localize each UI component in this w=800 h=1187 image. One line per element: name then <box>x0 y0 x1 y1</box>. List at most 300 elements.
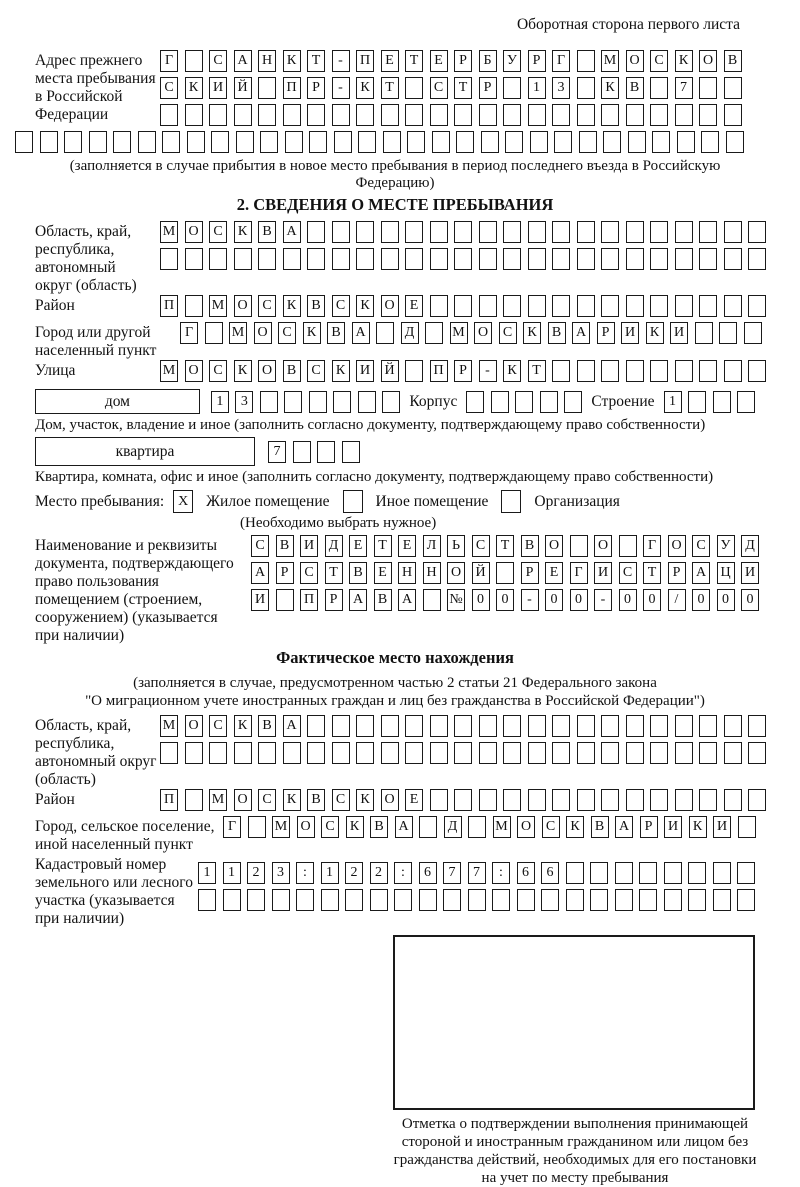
char-box[interactable]: - <box>332 77 350 99</box>
char-box[interactable] <box>454 715 472 737</box>
char-box[interactable] <box>699 789 717 811</box>
char-box[interactable] <box>601 715 619 737</box>
char-box[interactable] <box>503 221 521 243</box>
char-box[interactable]: 1 <box>211 391 229 413</box>
char-box[interactable] <box>530 131 548 153</box>
char-box[interactable]: О <box>381 789 399 811</box>
char-box[interactable] <box>394 889 412 911</box>
char-box[interactable] <box>430 789 448 811</box>
char-box[interactable]: П <box>300 589 318 611</box>
char-box[interactable]: 3 <box>552 77 570 99</box>
char-box[interactable]: О <box>474 322 492 344</box>
char-box[interactable] <box>285 131 303 153</box>
char-box[interactable] <box>626 104 644 126</box>
char-box[interactable] <box>737 889 755 911</box>
char-box[interactable]: С <box>332 295 350 317</box>
char-box[interactable] <box>209 248 227 270</box>
char-box[interactable]: Т <box>325 562 343 584</box>
char-box[interactable]: Г <box>643 535 661 557</box>
char-box[interactable] <box>419 816 437 838</box>
char-box[interactable] <box>479 248 497 270</box>
char-box[interactable] <box>258 248 276 270</box>
char-box[interactable] <box>456 131 474 153</box>
char-box[interactable] <box>503 742 521 764</box>
char-box[interactable]: 1 <box>528 77 546 99</box>
char-box[interactable]: Б <box>479 50 497 72</box>
char-box[interactable] <box>283 248 301 270</box>
char-box[interactable] <box>358 391 376 413</box>
char-box[interactable] <box>454 104 472 126</box>
char-box[interactable]: И <box>713 816 731 838</box>
char-box[interactable]: Г <box>223 816 241 838</box>
char-box[interactable] <box>454 789 472 811</box>
stay-type-checkbox-organization[interactable] <box>501 490 521 513</box>
char-box[interactable] <box>430 104 448 126</box>
char-box[interactable] <box>724 104 742 126</box>
char-box[interactable]: 0 <box>692 589 710 611</box>
char-box[interactable]: К <box>503 360 521 382</box>
char-box[interactable] <box>675 715 693 737</box>
char-box[interactable] <box>260 391 278 413</box>
char-box[interactable] <box>113 131 131 153</box>
char-box[interactable] <box>528 742 546 764</box>
char-box[interactable]: Е <box>405 295 423 317</box>
char-box[interactable]: И <box>594 562 612 584</box>
char-box[interactable]: О <box>234 295 252 317</box>
char-box[interactable]: С <box>307 360 325 382</box>
char-box[interactable]: И <box>251 589 269 611</box>
char-box[interactable]: М <box>160 221 178 243</box>
char-box[interactable] <box>468 816 486 838</box>
char-box[interactable] <box>528 221 546 243</box>
char-box[interactable]: О <box>668 535 686 557</box>
char-box[interactable] <box>332 715 350 737</box>
char-box[interactable]: Е <box>349 535 367 557</box>
char-box[interactable] <box>209 742 227 764</box>
char-box[interactable]: А <box>251 562 269 584</box>
char-box[interactable]: М <box>601 50 619 72</box>
char-box[interactable] <box>675 360 693 382</box>
char-box[interactable] <box>496 562 514 584</box>
char-box[interactable]: К <box>283 295 301 317</box>
char-box[interactable]: О <box>234 789 252 811</box>
char-box[interactable]: А <box>349 589 367 611</box>
char-box[interactable] <box>552 221 570 243</box>
char-box[interactable]: К <box>356 77 374 99</box>
stay-type-checkbox-other[interactable] <box>343 490 363 513</box>
char-box[interactable] <box>552 360 570 382</box>
char-box[interactable]: Г <box>552 50 570 72</box>
char-box[interactable] <box>601 221 619 243</box>
char-box[interactable] <box>185 104 203 126</box>
char-box[interactable]: Т <box>405 50 423 72</box>
char-box[interactable]: Т <box>454 77 472 99</box>
char-box[interactable] <box>528 104 546 126</box>
char-box[interactable]: : <box>394 862 412 884</box>
char-box[interactable]: М <box>229 322 247 344</box>
char-box[interactable]: Г <box>160 50 178 72</box>
char-box[interactable]: В <box>724 50 742 72</box>
char-box[interactable]: 3 <box>272 862 290 884</box>
char-box[interactable] <box>528 295 546 317</box>
char-box[interactable] <box>334 131 352 153</box>
char-box[interactable] <box>577 221 595 243</box>
char-box[interactable]: С <box>209 360 227 382</box>
char-box[interactable] <box>283 742 301 764</box>
char-box[interactable]: Р <box>668 562 686 584</box>
char-box[interactable]: № <box>447 589 465 611</box>
char-box[interactable]: / <box>668 589 686 611</box>
char-box[interactable]: С <box>499 322 517 344</box>
char-box[interactable] <box>503 248 521 270</box>
char-box[interactable] <box>370 889 388 911</box>
char-box[interactable] <box>454 248 472 270</box>
char-box[interactable]: В <box>626 77 644 99</box>
char-box[interactable]: Н <box>258 50 276 72</box>
char-box[interactable] <box>479 104 497 126</box>
char-box[interactable] <box>719 322 737 344</box>
char-box[interactable] <box>272 889 290 911</box>
char-box[interactable]: 2 <box>345 862 363 884</box>
char-box[interactable]: А <box>692 562 710 584</box>
char-box[interactable]: Й <box>234 77 252 99</box>
char-box[interactable]: С <box>251 535 269 557</box>
char-box[interactable] <box>356 104 374 126</box>
char-box[interactable] <box>724 789 742 811</box>
char-box[interactable]: 7 <box>675 77 693 99</box>
char-box[interactable] <box>405 221 423 243</box>
char-box[interactable] <box>577 104 595 126</box>
char-box[interactable]: С <box>258 789 276 811</box>
char-box[interactable]: А <box>234 50 252 72</box>
char-box[interactable] <box>590 889 608 911</box>
char-box[interactable]: 1 <box>321 862 339 884</box>
char-box[interactable] <box>405 360 423 382</box>
char-box[interactable] <box>258 77 276 99</box>
char-box[interactable] <box>650 742 668 764</box>
char-box[interactable] <box>234 248 252 270</box>
char-box[interactable] <box>601 742 619 764</box>
char-box[interactable] <box>479 789 497 811</box>
char-box[interactable]: К <box>675 50 693 72</box>
char-box[interactable]: К <box>303 322 321 344</box>
char-box[interactable] <box>699 295 717 317</box>
char-box[interactable]: Е <box>405 789 423 811</box>
char-box[interactable] <box>234 742 252 764</box>
char-box[interactable]: Р <box>479 77 497 99</box>
char-box[interactable] <box>677 131 695 153</box>
char-box[interactable]: И <box>300 535 318 557</box>
char-box[interactable]: С <box>300 562 318 584</box>
char-box[interactable] <box>258 104 276 126</box>
char-box[interactable] <box>675 221 693 243</box>
char-box[interactable] <box>552 715 570 737</box>
char-box[interactable] <box>737 391 755 413</box>
char-box[interactable] <box>492 889 510 911</box>
char-box[interactable]: К <box>689 816 707 838</box>
char-box[interactable] <box>699 715 717 737</box>
char-box[interactable]: М <box>160 715 178 737</box>
char-box[interactable] <box>425 322 443 344</box>
char-box[interactable] <box>247 889 265 911</box>
char-box[interactable]: С <box>472 535 490 557</box>
char-box[interactable] <box>160 104 178 126</box>
char-box[interactable]: В <box>548 322 566 344</box>
char-box[interactable] <box>724 295 742 317</box>
char-box[interactable] <box>552 248 570 270</box>
char-box[interactable]: 1 <box>664 391 682 413</box>
char-box[interactable] <box>515 391 533 413</box>
char-box[interactable] <box>162 131 180 153</box>
char-box[interactable] <box>601 248 619 270</box>
char-box[interactable]: Т <box>374 535 392 557</box>
char-box[interactable]: Д <box>444 816 462 838</box>
char-box[interactable]: К <box>283 50 301 72</box>
char-box[interactable]: Р <box>454 360 472 382</box>
char-box[interactable] <box>650 789 668 811</box>
char-box[interactable] <box>713 889 731 911</box>
char-box[interactable] <box>688 391 706 413</box>
char-box[interactable]: С <box>619 562 637 584</box>
char-box[interactable]: С <box>278 322 296 344</box>
char-box[interactable]: И <box>621 322 639 344</box>
char-box[interactable]: О <box>594 535 612 557</box>
char-box[interactable] <box>626 295 644 317</box>
char-box[interactable] <box>160 248 178 270</box>
char-box[interactable] <box>577 77 595 99</box>
char-box[interactable]: Й <box>472 562 490 584</box>
char-box[interactable]: И <box>741 562 759 584</box>
char-box[interactable] <box>209 104 227 126</box>
char-box[interactable]: 6 <box>517 862 535 884</box>
char-box[interactable] <box>748 248 766 270</box>
char-box[interactable] <box>309 131 327 153</box>
char-box[interactable] <box>639 862 657 884</box>
char-box[interactable]: Р <box>307 77 325 99</box>
char-box[interactable] <box>517 889 535 911</box>
char-box[interactable]: П <box>430 360 448 382</box>
char-box[interactable] <box>503 104 521 126</box>
char-box[interactable] <box>601 360 619 382</box>
char-box[interactable] <box>699 248 717 270</box>
char-box[interactable]: М <box>450 322 468 344</box>
char-box[interactable]: К <box>646 322 664 344</box>
char-box[interactable] <box>724 77 742 99</box>
char-box[interactable]: О <box>447 562 465 584</box>
char-box[interactable] <box>491 391 509 413</box>
char-box[interactable]: 3 <box>235 391 253 413</box>
char-box[interactable] <box>675 295 693 317</box>
char-box[interactable] <box>748 221 766 243</box>
char-box[interactable]: К <box>356 789 374 811</box>
char-box[interactable] <box>724 248 742 270</box>
char-box[interactable] <box>383 131 401 153</box>
char-box[interactable]: К <box>601 77 619 99</box>
char-box[interactable]: В <box>327 322 345 344</box>
char-box[interactable] <box>382 391 400 413</box>
char-box[interactable]: А <box>572 322 590 344</box>
char-box[interactable]: К <box>566 816 584 838</box>
char-box[interactable]: В <box>258 715 276 737</box>
char-box[interactable]: Т <box>496 535 514 557</box>
char-box[interactable] <box>333 391 351 413</box>
char-box[interactable] <box>345 889 363 911</box>
char-box[interactable] <box>615 862 633 884</box>
char-box[interactable]: И <box>356 360 374 382</box>
char-box[interactable] <box>466 391 484 413</box>
char-box[interactable] <box>185 248 203 270</box>
char-box[interactable]: - <box>521 589 539 611</box>
char-box[interactable] <box>293 441 311 463</box>
char-box[interactable] <box>381 104 399 126</box>
char-box[interactable]: : <box>296 862 314 884</box>
char-box[interactable] <box>601 295 619 317</box>
char-box[interactable] <box>726 131 744 153</box>
char-box[interactable]: 0 <box>717 589 735 611</box>
char-box[interactable]: 6 <box>541 862 559 884</box>
char-box[interactable] <box>552 742 570 764</box>
char-box[interactable] <box>430 295 448 317</box>
char-box[interactable] <box>405 104 423 126</box>
char-box[interactable] <box>321 889 339 911</box>
char-box[interactable]: Н <box>423 562 441 584</box>
char-box[interactable] <box>664 862 682 884</box>
char-box[interactable] <box>724 742 742 764</box>
char-box[interactable] <box>481 131 499 153</box>
char-box[interactable] <box>570 535 588 557</box>
char-box[interactable] <box>356 248 374 270</box>
char-box[interactable]: - <box>479 360 497 382</box>
char-box[interactable] <box>626 221 644 243</box>
char-box[interactable] <box>307 248 325 270</box>
stay-type-checkbox-residential[interactable]: X <box>173 490 193 513</box>
char-box[interactable]: К <box>283 789 301 811</box>
char-box[interactable]: 0 <box>619 589 637 611</box>
char-box[interactable]: К <box>523 322 541 344</box>
char-box[interactable] <box>479 715 497 737</box>
char-box[interactable] <box>503 789 521 811</box>
char-box[interactable]: С <box>332 789 350 811</box>
char-box[interactable]: Р <box>521 562 539 584</box>
char-box[interactable]: К <box>185 77 203 99</box>
char-box[interactable] <box>407 131 425 153</box>
char-box[interactable] <box>258 742 276 764</box>
char-box[interactable] <box>276 589 294 611</box>
char-box[interactable]: А <box>352 322 370 344</box>
char-box[interactable] <box>577 715 595 737</box>
char-box[interactable] <box>332 742 350 764</box>
char-box[interactable] <box>205 322 223 344</box>
char-box[interactable] <box>307 104 325 126</box>
char-box[interactable]: Р <box>325 589 343 611</box>
char-box[interactable] <box>307 221 325 243</box>
char-box[interactable] <box>552 295 570 317</box>
char-box[interactable]: О <box>185 715 203 737</box>
char-box[interactable]: Д <box>325 535 343 557</box>
char-box[interactable] <box>405 742 423 764</box>
char-box[interactable]: С <box>650 50 668 72</box>
char-box[interactable] <box>89 131 107 153</box>
char-box[interactable] <box>381 221 399 243</box>
char-box[interactable] <box>688 889 706 911</box>
char-box[interactable] <box>738 816 756 838</box>
char-box[interactable]: В <box>307 789 325 811</box>
char-box[interactable]: Е <box>398 535 416 557</box>
char-box[interactable] <box>223 889 241 911</box>
char-box[interactable] <box>454 742 472 764</box>
char-box[interactable] <box>701 131 719 153</box>
char-box[interactable] <box>317 441 335 463</box>
char-box[interactable]: О <box>699 50 717 72</box>
char-box[interactable] <box>566 862 584 884</box>
char-box[interactable]: А <box>283 715 301 737</box>
char-box[interactable]: С <box>209 221 227 243</box>
char-box[interactable]: Ц <box>717 562 735 584</box>
char-box[interactable]: Д <box>741 535 759 557</box>
char-box[interactable] <box>699 221 717 243</box>
char-box[interactable] <box>283 104 301 126</box>
char-box[interactable]: П <box>356 50 374 72</box>
char-box[interactable] <box>503 77 521 99</box>
char-box[interactable] <box>652 131 670 153</box>
char-box[interactable]: Р <box>640 816 658 838</box>
char-box[interactable] <box>528 248 546 270</box>
char-box[interactable]: С <box>258 295 276 317</box>
char-box[interactable]: Е <box>430 50 448 72</box>
char-box[interactable] <box>505 131 523 153</box>
char-box[interactable] <box>307 742 325 764</box>
char-box[interactable] <box>724 715 742 737</box>
char-box[interactable]: Л <box>423 535 441 557</box>
char-box[interactable] <box>342 441 360 463</box>
char-box[interactable]: А <box>283 221 301 243</box>
char-box[interactable] <box>211 131 229 153</box>
char-box[interactable] <box>432 131 450 153</box>
char-box[interactable] <box>713 391 731 413</box>
char-box[interactable] <box>528 715 546 737</box>
char-box[interactable] <box>639 889 657 911</box>
char-box[interactable] <box>577 360 595 382</box>
char-box[interactable]: И <box>209 77 227 99</box>
char-box[interactable]: Е <box>374 562 392 584</box>
char-box[interactable] <box>564 391 582 413</box>
char-box[interactable] <box>381 715 399 737</box>
char-box[interactable]: В <box>370 816 388 838</box>
char-box[interactable]: Г <box>180 322 198 344</box>
char-box[interactable] <box>468 889 486 911</box>
char-box[interactable]: - <box>332 50 350 72</box>
char-box[interactable]: П <box>160 295 178 317</box>
char-box[interactable] <box>664 889 682 911</box>
char-box[interactable] <box>430 248 448 270</box>
char-box[interactable]: Т <box>643 562 661 584</box>
char-box[interactable] <box>454 295 472 317</box>
char-box[interactable]: О <box>517 816 535 838</box>
char-box[interactable] <box>626 715 644 737</box>
char-box[interactable]: В <box>591 816 609 838</box>
char-box[interactable]: Р <box>597 322 615 344</box>
char-box[interactable] <box>566 889 584 911</box>
char-box[interactable]: 7 <box>443 862 461 884</box>
char-box[interactable]: В <box>283 360 301 382</box>
char-box[interactable] <box>650 221 668 243</box>
char-box[interactable]: П <box>160 789 178 811</box>
char-box[interactable] <box>577 742 595 764</box>
char-box[interactable] <box>430 742 448 764</box>
char-box[interactable]: Е <box>381 50 399 72</box>
char-box[interactable]: 0 <box>545 589 563 611</box>
char-box[interactable]: К <box>234 360 252 382</box>
